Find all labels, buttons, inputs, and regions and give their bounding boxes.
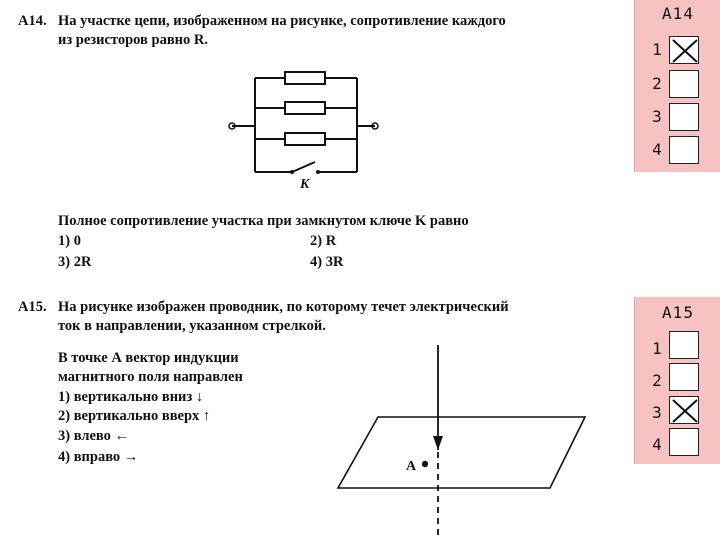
a14-answer-box-1[interactable] (669, 36, 699, 64)
a15-answer-label-2: 2 (652, 371, 662, 390)
a15-option-3: 3) влево ← (58, 428, 130, 444)
a15-answer-label-4: 4 (652, 435, 662, 454)
a15-label: A15. (18, 299, 47, 315)
a15-answer-box-1[interactable] (669, 331, 699, 359)
check-mark-icon (670, 397, 700, 425)
a15-answer-label-3: 3 (652, 403, 662, 422)
a14-line2: из резисторов равно R. (58, 32, 208, 48)
panel-title-a15: A15 (662, 303, 694, 322)
a15-question-line1: В точке А вектор индукции (58, 350, 239, 366)
check-mark-icon (670, 37, 700, 65)
point-a-label: A (406, 459, 417, 474)
a15-answer-box-3[interactable] (669, 396, 699, 424)
answer-panel-a15 (634, 297, 720, 464)
a14-option-2: 2) R (310, 233, 337, 249)
a14-circuit-diagram (220, 60, 400, 190)
a14-answer-label-2: 2 (652, 74, 662, 93)
a15-line1: На рисунке изображен проводник, по которому течет электрический (58, 299, 509, 315)
a14-option-3: 3) 2R (58, 254, 92, 270)
point-a (422, 461, 428, 467)
a14-answer-box-3[interactable] (669, 103, 699, 131)
a15-option-4: 4) вправо → (58, 449, 139, 465)
a14-answer-label-1: 1 (652, 40, 662, 59)
a14-answer-box-2[interactable] (669, 70, 699, 98)
plane (338, 417, 585, 488)
answer-panel-a14 (634, 0, 720, 172)
panel-title-a14: A14 (662, 4, 694, 23)
a14-option-4: 4) 3R (310, 254, 344, 270)
current-arrow-icon (433, 436, 443, 450)
a14-line1: На участке цепи, изображенном на рисунке, сопротивление каждого (58, 13, 506, 29)
a14-question: Полное сопротивление участка при замкнутом ключе K равно (58, 213, 469, 229)
a14-answer-box-4[interactable] (669, 136, 699, 164)
a15-conductor-diagram (330, 340, 600, 540)
a15-option-1: 1) вертикально вниз ↓ (58, 389, 204, 405)
a15-question-line2: магнитного поля направлен (58, 369, 243, 385)
a14-answer-label-4: 4 (652, 140, 662, 159)
a15-option-2: 2) вертикально вверх ↑ (58, 408, 211, 424)
a15-line2: ток в направлении, указанном стрелкой. (58, 318, 326, 334)
switch-label: K (300, 177, 310, 192)
a15-answer-label-1: 1 (652, 339, 662, 358)
a15-answer-box-4[interactable] (669, 428, 699, 456)
a14-option-1: 1) 0 (58, 233, 81, 249)
a14-label: A14. (18, 13, 47, 29)
a14-answer-label-3: 3 (652, 107, 662, 126)
a15-answer-box-2[interactable] (669, 363, 699, 391)
